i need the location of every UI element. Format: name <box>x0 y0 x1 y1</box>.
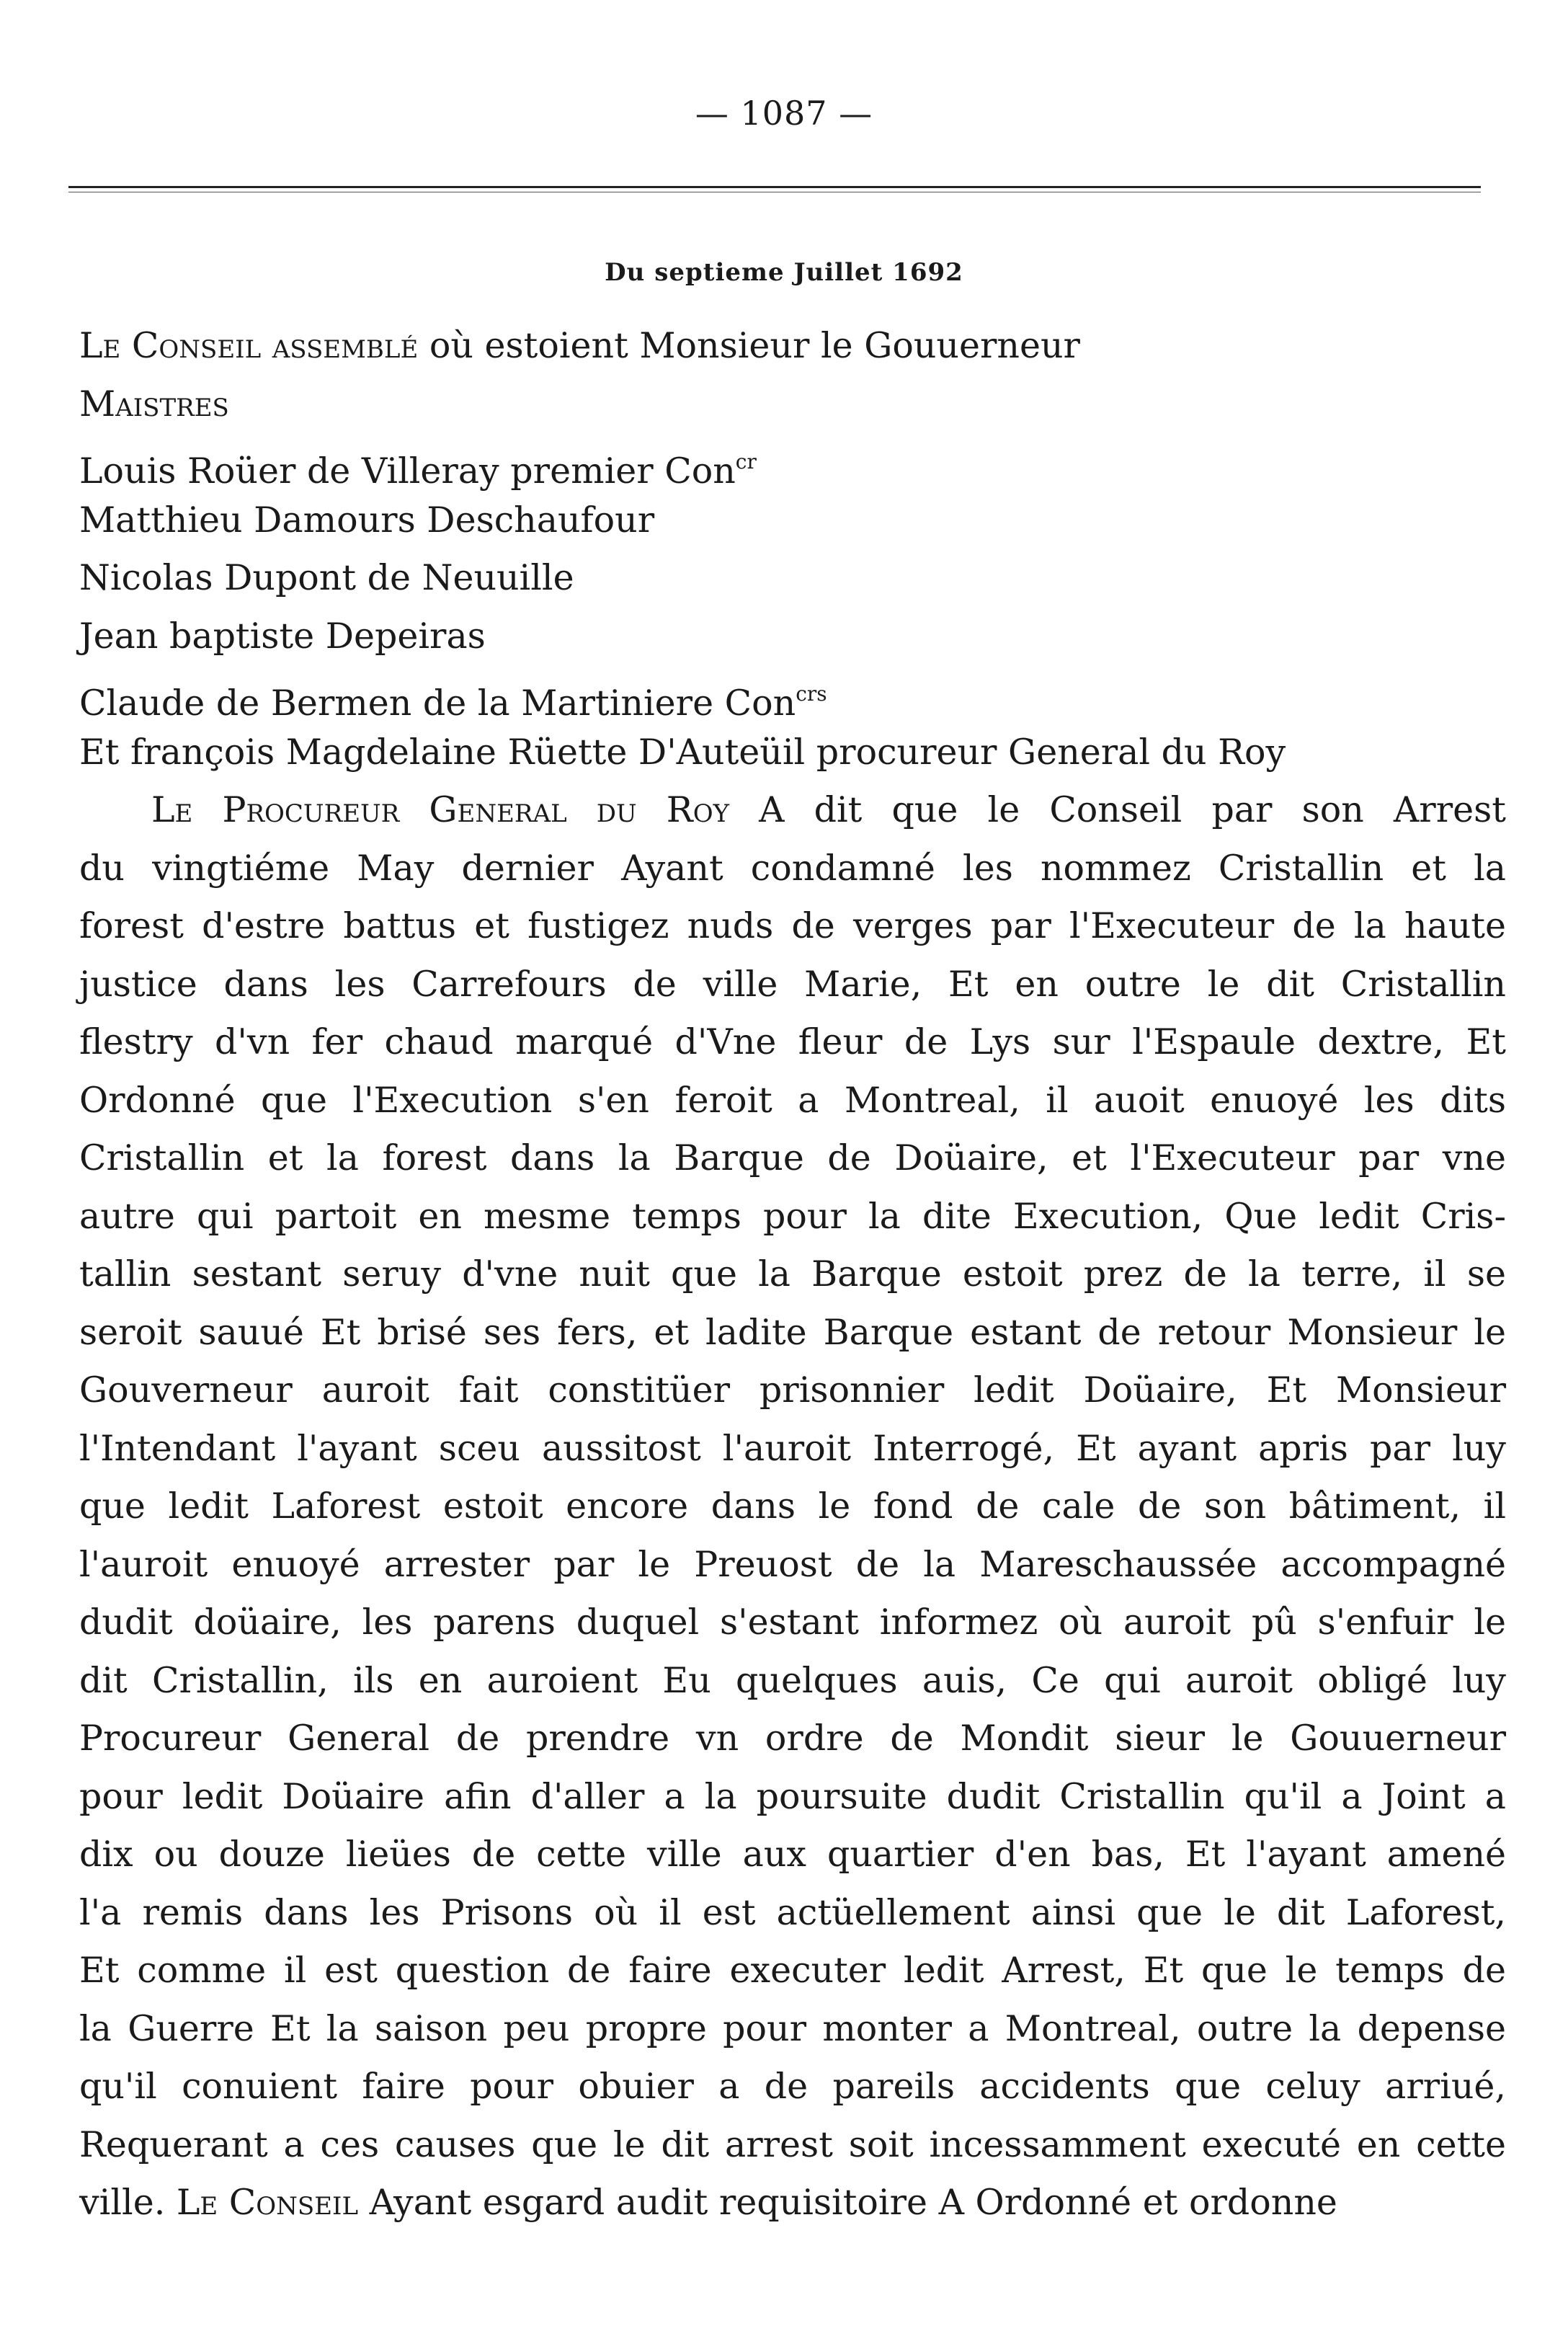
body-last-rest: Ayant esgard audit requisitoire A Ordonné et ordonne <box>358 2182 1337 2223</box>
attendance-intro-rest: où estoient Monsieur le Gouuerneur <box>418 325 1080 366</box>
body-line: l'auroit enuoyé arrester par le Preuost de la Mareschaussée accompagné <box>79 1543 1506 1585</box>
body-line: du vingtiéme May dernier Ayant condamné les nommez Cristallin et la <box>79 847 1506 889</box>
body-line: Requerant a ces causes que le dit arrest soit incessamment executé en cette <box>79 2123 1506 2165</box>
member-line <box>79 665 1506 724</box>
council-label: Le Conseil <box>176 2182 359 2223</box>
member-line <box>79 492 1506 550</box>
body-paragraph <box>79 840 1506 2175</box>
member-name: Claude de Bermen de la Martiniere Con <box>79 683 796 724</box>
attendance-intro <box>79 317 1506 376</box>
body-line: autre qui partoit en mesme temps pour la dite Execution, Que ledit Cris- <box>79 1195 1506 1237</box>
body-first-line <box>79 781 1506 840</box>
body-line: flestry d'vn fer chaud marqué d'Vne fleur de Lys sur l'Espaule dextre, Et <box>79 1021 1506 1062</box>
body-line: seroit sauué Et brisé ses fers, et ladite Barque estant de retour Monsieur le <box>79 1311 1506 1353</box>
text-block <box>79 317 1506 2232</box>
member-name: Louis Roüer de Villeray premier Con <box>79 450 736 492</box>
body-line: dix ou douze lieües de cette ville aux quartier d'en bas, Et l'ayant amené <box>79 1834 1506 1875</box>
member-line <box>79 433 1506 492</box>
member-line <box>79 549 1506 608</box>
member-line <box>79 724 1506 782</box>
body-line: Procureur General de prendre vn ordre de Mondit sieur le Gouuerneur <box>79 1718 1506 1759</box>
member-name: Et françois Magdelaine Rüette D'Auteüil procureur General du Roy <box>79 731 1286 773</box>
council-label: Le Conseil assemblé <box>79 325 419 366</box>
body-first-rest: A dit que le Conseil par son Arrest <box>729 789 1506 830</box>
body-line: qu'il conuient faire pour obuier a de pareils accidents que celuy arriué, <box>79 2066 1506 2107</box>
body-line: la Guerre Et la saison peu propre pour monter a Montreal, outre la depense <box>79 2007 1506 2049</box>
header-rule <box>68 186 1481 188</box>
body-line: Gouverneur auroit fait constitüer prisonnier ledit Doüaire, Et Monsieur <box>79 1369 1506 1411</box>
body-line: forest d'estre battus et fustigez nuds de verges par l'Executeur de la haute <box>79 905 1506 946</box>
page-number: — 1087 — <box>695 94 873 133</box>
member-name: Matthieu Damours Deschaufour <box>79 499 655 541</box>
procureur-label: Le Procureur General du Roy <box>151 789 730 830</box>
body-line: l'Intendant l'ayant sceu aussitost l'auroit Interrogé, Et ayant apris par luy <box>79 1427 1506 1469</box>
body-line: l'a remis dans les Prisons où il est actüellement ainsi que le dit Laforest, <box>79 1891 1506 1933</box>
body-line: Cristallin et la forest dans la Barque de Doüaire, et l'Executeur par vne <box>79 1137 1506 1178</box>
body-line: tallin sestant seruy d'vne nuit que la Barque estoit prez de la terre, il se <box>79 1253 1506 1295</box>
body-line: dit Cristallin, ils en auroient Eu quelques auis, Ce qui auroit obligé luy <box>79 1659 1506 1701</box>
session-date-heading: Du septieme Juillet 1692 <box>605 258 963 287</box>
body-line: Et comme il est question de faire executer ledit Arrest, Et que le temps de <box>79 1950 1506 1991</box>
body-line: dudit doüaire, les parens duquel s'estant informez où auroit pû s'enfuir le <box>79 1602 1506 1643</box>
body-line: Ordonné que l'Execution s'en feroit a Montreal, il auoit enuoyé les dits <box>79 1079 1506 1121</box>
body-line: pour ledit Doüaire afin d'aller a la poursuite dudit Cristallin qu'il a Joint a <box>79 1775 1506 1817</box>
maistres-line <box>79 376 1506 434</box>
superscript: cr <box>735 450 757 474</box>
superscript: crs <box>796 682 827 706</box>
body-last-start: ville. <box>79 2182 177 2223</box>
body-line: justice dans les Carrefours de ville Marie, Et en outre le dit Cristallin <box>79 963 1506 1005</box>
member-name: Jean baptiste Depeiras <box>79 615 486 657</box>
member-line <box>79 608 1506 666</box>
member-name: Nicolas Dupont de Neuuille <box>79 557 574 598</box>
maistres-label: Maistres <box>79 383 229 425</box>
body-last-line <box>79 2174 1506 2232</box>
body-line: que ledit Laforest estoit encore dans le fond de cale de son bâtiment, il <box>79 1486 1506 1527</box>
